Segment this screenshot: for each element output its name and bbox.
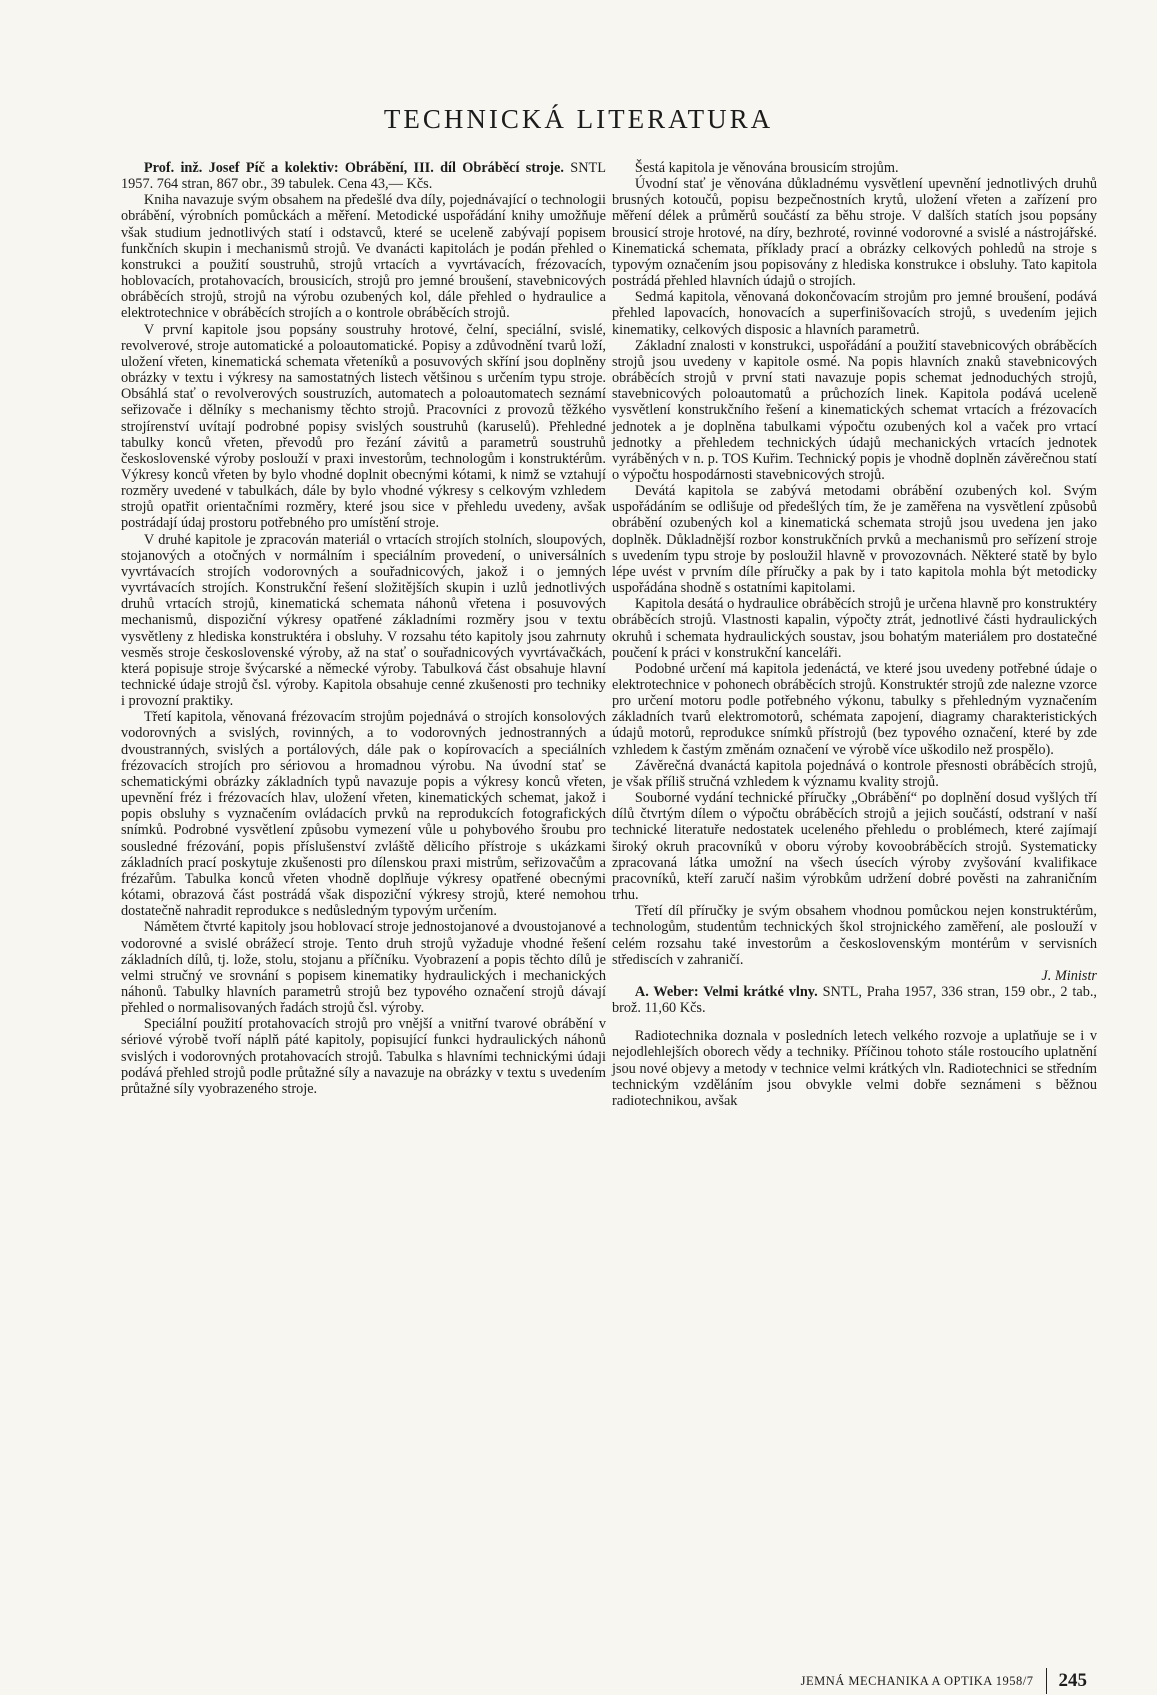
review-paragraph: Devátá kapitola se zabývá metodami obrábění ozubených kol. Svým uspořádáním se odlišuje od předešlých tím, že je zaměřena na vysvětlení způsobů obrábění ozubených kol a kinematická schemata strojů jsou uvedena jen jako doplněk. Důkladnější rozbor konstrukčních prvků a mechanismů pro seřízení stroje s uvedením typu stroje by posloužil hlavně v provozovnách. Některé statě by bylo lépe uvést v prvním díle příručky a pak by i tato kapitola mohla být metodicky uspořádána shodně s ostatními kapitolami. bbox=[612, 483, 1097, 597]
review-paragraph: Podobné určení má kapitola jedenáctá, ve které jsou uvedeny potřebné údaje o elektrotechnice v pohonech obráběcích strojů. Konstruktér strojů zde nalezne vzorce pro určení motoru podle potřebného výkonu, tabulky s přehledným vyznačením základních tvarů elektromotorů, schémata zapojení, diagramy charakteristických údajů motorů, reprodukce snímků přístrojů (bez typového označení, které by zde vzhledem k častým změnám označení ve výrobě více uškodilo než prospělo). bbox=[612, 660, 1097, 758]
page-footer bbox=[801, 1670, 1087, 1692]
right-column bbox=[612, 160, 1097, 1109]
review-paragraph: Speciální použití protahovacích strojů pro vnější a vnitřní tvarové obrábění v sériové výrobě tvoří náplň páté kapitoly, popisující funkci hydraulických náhonů svislých i vodorovných protahovacích strojů. Tabulka s hlavními technickými údaji podává přehled strojů podle průtažné síly a navazuje na obrázky v textu s uvedením průtažné síly vyobrazeného stroje. bbox=[121, 1016, 606, 1097]
footer-divider bbox=[1046, 1668, 1047, 1694]
review-paragraph: Závěrečná dvanáctá kapitola pojednává o kontrole přesnosti obráběcích strojů, je však příliš stručná vzhledem k významu kvality strojů. bbox=[612, 757, 1097, 790]
book-citation-bold: Prof. inž. Josef Píč a kolektiv: Obrábění, III. díl Obráběcí stroje. bbox=[143, 160, 564, 176]
page-title: TECHNICKÁ LITERATURA bbox=[383, 104, 774, 134]
review-paragraph: Radiotechnika doznala v posledních letech velkého rozvoje a uplatňuje se i v nejodlehlejších oborech vědy a techniky. Příčinou tohoto stále rostoucího uplatnění jsou nové objevy a metody v technice velmi krátkých vln. Radiotechnici se středním technickým vzděláním jsou obvykle velmi dobře seznámeni s běžnou radiotechnikou, avšak bbox=[612, 1028, 1097, 1109]
book-citation-bold-2: A. Weber: Velmi krátké vlny. bbox=[634, 983, 818, 1000]
review-paragraph: Kapitola desátá o hydraulice obráběcích strojů je určena hlavně pro konstruktéry obráběcích strojů. Vlastnosti kapalin, výpočty ztrát, jednotlivé části hydraulických okruhů i schemata hydraulických soustav, jsou bohatým materiálem pro dostatečné poučení k práci v konstrukční kanceláři. bbox=[612, 596, 1097, 661]
review-paragraph: Třetí díl příručky je svým obsahem vhodnou pomůckou nejen konstruktérům, technologům, studentům technických škol strojnického zaměření, ale poslouží v celém rozsahu také investorům a československým montérům v servisních střediscích v zahraničí. bbox=[612, 903, 1097, 968]
review-paragraph: Souborné vydání technické příručky „Obrábění“ po doplnění dosud vyšlých tří dílů čtvrtým dílem o výpočtu obráběcích strojů a jejich součástí, odstraní v naší technické literatuře nedostatek uceleného přehledu o problémech, které zajímají široký okruh pracovníků v oboru výroby kovoobráběcích strojů. Systematicky zpracovaná látka umožní na všech úsecích výroby zvyšování kvalifikace pracovníků, kteří zaručí našim výrobkům udržení dobré pověsti na zahraničním trhu. bbox=[612, 790, 1097, 904]
review-heading bbox=[121, 160, 606, 192]
review-paragraph: Základní znalosti v konstrukci, uspořádání a použití stavebnicových obráběcích strojů jsou uvedeny v kapitole osmé. Na popis hlavních znaků stavebnicových obráběcích strojů v první stati navazuje popis schemat jednoduchých strojů, stavebnicových poloautomatů a průchozích linek. Kapitola podává uceleně vysvětlení konstrukčního řešení a kinematických schemat vrtacích a frézovacích jednotek a je doplněna tabulkami výpočtu ozubených kol a vaček pro vrtací jednotky a přehledem technických údajů mechanických vrtacích jednotek vyráběných v n. p. TOS Kuřim. Technický popis je vhodně doplněn závěrečnou statí o výpočtu hospodárnosti stavebnicových strojů. bbox=[612, 337, 1097, 483]
review-paragraph: Šestá kapitola je věnována brousicím strojům. bbox=[634, 160, 899, 176]
review-paragraph: Sedmá kapitola, věnovaná dokončovacím strojům pro jemné broušení, podává přehled lapovacích, honovacích a superfinišovacích strojů, s uvedením jejich kinematiky, celkových disposic a hlavních parametrů. bbox=[612, 289, 1097, 338]
review-heading-2 bbox=[612, 984, 1097, 1016]
page-number: 245 bbox=[1058, 1670, 1087, 1691]
review-paragraph: Námětem čtvrté kapitoly jsou hoblovací stroje jednostojanové a dvoustojanové a vodorovné a svislé obrážecí stroje. Tento druh strojů vyžaduje vhodné řešení základních dílů, tj. lože, stolu, stojanu a příčníku. Vyobrazení a popis těchto dílů je velmi stručný ve srovnání s popisem kinematiky hydraulických i mechanických náhonů. Tabulky hlavních parametrů strojů bez typového označení strojů dávají přehled o normalisovaných řadách strojů čsl. výroby. bbox=[121, 919, 606, 1017]
book-citation-details-2: SNTL, Praha 1957, 336 stran, 159 obr., 2 tab., brož. 11,60 Kčs. bbox=[612, 983, 1098, 1017]
reviewer-signature: J. Ministr bbox=[1041, 967, 1097, 984]
review-paragraph: Kniha navazuje svým obsahem na předešlé dva díly, pojednávající o technologii obrábění, výrobních pomůckách a měření. Metodické uspořádání knihy umožňuje však studium jednotlivých statí i odstavců, které se uceleně zabývají popisem funkčních skupin i mechanismů strojů. Ve dvanácti kapitolách je podán přehled o konstrukci a použití soustruhů, strojů vrtacích a vyvrtávacích, frézovacích, hoblovacích, protahovacích, brousicích, strojů pro jemné broušení, stavebnicových obráběcích strojů, strojů na výrobu ozubených kol, dále přehled o hydraulice a elektrotechnice v obráběcích strojích a o kontrole obráběcích strojů. bbox=[121, 192, 606, 322]
review-paragraph: Úvodní stať je věnována důkladnému vysvětlení upevnění jednotlivých druhů brusných kotoučů, popisu bezpečnostních krytů, uložení vřeten a zařízení pro měření délek a průměrů součástí za běhu stroje. V dalších statích jsou popsány brousicí stroje hrotové, na díry, bezhroté, rovinné vodorovné a svislé a nástrojářské. Kinematická schemata, příklady prací a obrázky celkových pohledů na stroje s typovým označením jsou popisovány z hlediska konstrukce i obsluhy. Tato kapitola postrádá přehled hlavních údajů o strojích. bbox=[612, 176, 1097, 290]
footer-journal-name: JEMNÁ MECHANIKA A OPTIKA 1958/7 bbox=[800, 1673, 1034, 1688]
left-column bbox=[121, 160, 606, 1097]
book-citation-details: SNTL 1957. 764 stran, 867 obr., 39 tabulek. Cena 43,— Kčs. bbox=[121, 160, 606, 193]
review-paragraph: V druhé kapitole je zpracován materiál o vrtacích strojích stolních, sloupových, stojanových a otočných v normálním i speciálním provedení, o universálních vyvrtávacích strojích vodorovných a souřadnicových, jakož i o jemných vyvrtávacích strojích. Konstrukční řešení složitějších skupin i uzlů jednotlivých druhů vrtacích strojů, kinematická schemata náhonů vřetena i posuvových mechanismů, dispoziční výkresy opatřené základními rozměry jsou v textu vysvětleny z hlediska konstruktéra i obsluhy. V rozsahu této kapitoly jsou zahrnuty vesměs stroje československé výroby, až na stať o souřadnicových vyvrtávačkách, která popisuje stroje švýcarské a německé výroby. Tabulková část obsahuje hlavní technické údaje strojů čsl. výroby. Kapitola obsahuje cenné zkušenosti pro techniky i provozní praktiky. bbox=[121, 531, 606, 710]
review-paragraph: Třetí kapitola, věnovaná frézovacím strojům pojednává o strojích konsolových vodorovných a svislých, rovinných, a to vodorovných jednostranných a dvoustranných, svislých a portálových, dále pak o kopírovacích a speciálních frézovacích strojích pro sériovou a hromadnou výrobu. Na úvodní stať se schematickými obrázky základních typů navazuje popis a výkresy konců vřeten, upevnění fréz i frézovacích hlav, uložení vřeten, kinematických schemat, jakož i popis obsluhy s vyznačením ovládacích prvků na reprodukcích fotografických snímků. Podrobné vysvětlení způsobu vymezení vůle u pohybového šroubu pro sousledné frézování, popis příslušenství zvláště dělicího přístroje s ukázkami základních prací poskytuje zkušenosti pro dílenskou praxi mistrům, seřizovačům a frézařům. Tabulka konců vřeten vhodně doplňuje výkresy opatřené obecnými kótami, obrazová část postrádá však dispoziční výkresy strojů, které nemohou dostatečně nahradit reprodukce s nedůsledným typovým určením. bbox=[121, 709, 606, 920]
review-paragraph: V první kapitole jsou popsány soustruhy hrotové, čelní, speciální, svislé, revolverové, stroje automatické a poloautomatické. Popisy a zdůvodnění tvarů loží, uložení vřeten, kinematická schemata vřeteníků a posuvových skříní jsou doplněny obrázky v textu i výkresy na samostatných listech většinou s určením typu stroje. Obsáhlá stať o revolverových soustruzích, automatech a poloautomatech seznámí seřizovače i dělníky s mechanismy těchto strojů. Pracovníci z provozů těžkého strojírenství uvítají podrobné popisy svislých soustruhů (karuselů). Přehledné tabulky konců vřeten, převodů pro řezání závitů a parametrů soustruhů československé výroby poslouží v praxi investorům, technologům i konstruktérům. Výkresy konců vřeten by bylo vhodné doplnit obecnými kótami, k nimž se vztahují rozměry uvedené v tabulkách, dále by bylo vhodné výkresy s celkovým vzhledem strojů opatřit orientačními rozměry, které jsou sice v přehledu uvedeny, avšak postrádají údaj prostoru potřebného pro umístění stroje. bbox=[121, 321, 606, 532]
